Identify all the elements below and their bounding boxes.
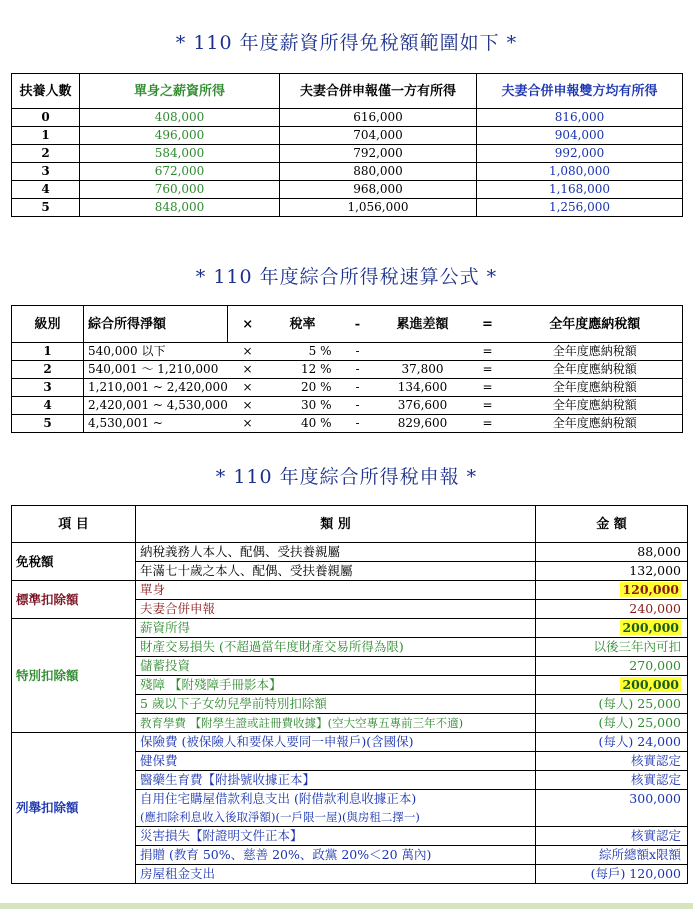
cell-joint-both: 1,168,000	[477, 181, 683, 199]
cell-progressive-diff: 37,800	[378, 361, 468, 379]
cell-rate: 20 %	[268, 379, 338, 397]
cell-amount: 核實認定	[536, 752, 688, 771]
cell-amount: 240,000	[536, 600, 688, 619]
cell-rate: 40 %	[268, 415, 338, 433]
cell-net-income: 540,001 ～ 1,210,000	[84, 361, 228, 379]
header-joint-one-income: 夫妻合併申報僅一方有所得	[280, 74, 477, 109]
page-bottom-edge	[0, 903, 693, 909]
table-row	[12, 379, 683, 397]
cell-amount: (每人) 24,000	[536, 733, 688, 752]
header-annual-tax: 全年度應納稅額	[508, 306, 683, 343]
cell-joint-both: 1,256,000	[477, 199, 683, 217]
cell-minus: -	[338, 379, 378, 397]
cell-category: 5 歲以下子女幼兒學前特別扣除額	[136, 695, 536, 714]
header-progressive-diff: 累進差額	[378, 306, 468, 343]
cell-net-income: 2,420,001 ~ 4,530,000	[84, 397, 228, 415]
cell-annual-tax: 全年度應納稅額	[508, 343, 683, 361]
cell-progressive-diff	[378, 343, 468, 361]
cell-joint-one: 792,000	[280, 145, 477, 163]
cell-dependents: 3	[12, 163, 80, 181]
table-row	[12, 163, 683, 181]
cell-single: 672,000	[80, 163, 280, 181]
table-row	[12, 361, 683, 379]
cell-category: 殘障 【附殘障手冊影本】	[136, 676, 536, 695]
cell-times: ×	[228, 415, 268, 433]
cell-amount	[536, 808, 688, 827]
cell-category: (應扣除利息收入後取淨額)(一戶限一屋)(與房租二擇一)	[136, 808, 536, 827]
table-row	[12, 181, 683, 199]
table-row	[12, 415, 683, 433]
cell-annual-tax: 全年度應納稅額	[508, 379, 683, 397]
cell-category: 納稅義務人本人、配偶、受扶養親屬	[136, 543, 536, 562]
cell-equals: =	[468, 361, 508, 379]
cell-category: 薪資所得	[136, 619, 536, 638]
cell-level: 2	[12, 361, 84, 379]
table-row	[12, 127, 683, 145]
cell-amount: 核實認定	[536, 771, 688, 790]
category-standard-deduction: 標準扣除額	[12, 581, 136, 619]
cell-minus: -	[338, 361, 378, 379]
cell-amount-highlight: 200,000	[622, 620, 679, 635]
table-row	[12, 109, 683, 127]
cell-progressive-diff: 376,600	[378, 397, 468, 415]
cell-equals: =	[468, 397, 508, 415]
cell-joint-both: 904,000	[477, 127, 683, 145]
cell-dependents: 5	[12, 199, 80, 217]
cell-rate: 5 %	[268, 343, 338, 361]
cell-times: ×	[228, 379, 268, 397]
cell-dependents: 2	[12, 145, 80, 163]
cell-category: 健保費	[136, 752, 536, 771]
cell-progressive-diff: 134,600	[378, 379, 468, 397]
cell-amount: 綜所總額x限額	[536, 846, 688, 865]
tax-filing-table	[11, 505, 688, 884]
header-equals: =	[468, 306, 508, 343]
table-header-row	[12, 306, 683, 343]
cell-minus: -	[338, 415, 378, 433]
cell-category: 單身	[136, 581, 536, 600]
title-exemption-range: * 110 年度薪資所得免稅額範圍如下 *	[175, 32, 518, 54]
cell-amount: (每戶) 120,000	[536, 865, 688, 884]
header-rate: 稅率	[268, 306, 338, 343]
cell-minus: -	[338, 343, 378, 361]
cell-rate: 30 %	[268, 397, 338, 415]
cell-minus: -	[338, 397, 378, 415]
table-row	[12, 543, 688, 562]
category-special-deduction: 特別扣除額	[12, 619, 136, 733]
cell-net-income: 1,210,001 ~ 2,420,000	[84, 379, 228, 397]
cell-joint-one: 616,000	[280, 109, 477, 127]
cell-level: 1	[12, 343, 84, 361]
cell-single: 848,000	[80, 199, 280, 217]
cell-times: ×	[228, 361, 268, 379]
cell-joint-both: 1,080,000	[477, 163, 683, 181]
table-row	[12, 343, 683, 361]
cell-level: 5	[12, 415, 84, 433]
cell-single: 760,000	[80, 181, 280, 199]
cell-amount: 核實認定	[536, 827, 688, 846]
table-row	[12, 581, 688, 600]
cell-category: 保險費 (被保險人和要保人要同一申報戶)(含國保)	[136, 733, 536, 752]
cell-amount: (每人) 25,000	[536, 714, 688, 733]
cell-annual-tax: 全年度應納稅額	[508, 361, 683, 379]
cell-category: 夫妻合併申報	[136, 600, 536, 619]
cell-annual-tax: 全年度應納稅額	[508, 397, 683, 415]
cell-dependents: 4	[12, 181, 80, 199]
cell-single: 496,000	[80, 127, 280, 145]
cell-category: 教育學費 【附學生證或註冊費收據】(空大空專五專前三年不適)	[136, 714, 536, 733]
cell-amount: 300,000	[536, 790, 688, 809]
header-times: ×	[228, 306, 268, 343]
cell-level: 4	[12, 397, 84, 415]
cell-amount: 132,000	[536, 562, 688, 581]
cell-single: 408,000	[80, 109, 280, 127]
cell-category: 醫藥生育費【附掛號收據正本】	[136, 771, 536, 790]
cell-joint-one: 880,000	[280, 163, 477, 181]
cell-joint-one: 968,000	[280, 181, 477, 199]
category-itemized-deduction: 列舉扣除額	[12, 733, 136, 884]
cell-category: 儲蓄投資	[136, 657, 536, 676]
header-amount: 金 額	[536, 506, 688, 543]
header-net-income: 綜合所得淨額	[84, 306, 228, 343]
cell-category: 年滿七十歲之本人、配偶、受扶養親屬	[136, 562, 536, 581]
header-level: 級別	[12, 306, 84, 343]
cell-annual-tax: 全年度應納稅額	[508, 415, 683, 433]
salary-exemption-table	[11, 73, 683, 217]
table-header-row	[12, 506, 688, 543]
cell-category: 財產交易損失 (不超過當年度財產交易所得為限)	[136, 638, 536, 657]
table-header-row	[12, 74, 683, 109]
header-category: 類 別	[136, 506, 536, 543]
table-row	[12, 199, 683, 217]
cell-dependents: 0	[12, 109, 80, 127]
cell-times: ×	[228, 343, 268, 361]
tax-formula-table	[11, 305, 683, 433]
cell-single: 584,000	[80, 145, 280, 163]
cell-joint-both: 992,000	[477, 145, 683, 163]
cell-equals: =	[468, 415, 508, 433]
header-item: 項 目	[12, 506, 136, 543]
cell-net-income: 4,530,001 ~	[84, 415, 228, 433]
cell-category: 自用住宅購屋借款利息支出 (附借款利息收據正本)	[136, 790, 536, 809]
title-tax-filing: * 110 年度綜合所得稅申報 *	[215, 466, 478, 488]
cell-joint-one: 1,056,000	[280, 199, 477, 217]
cell-joint-one: 704,000	[280, 127, 477, 145]
table-row	[12, 397, 683, 415]
cell-category: 房屋租金支出	[136, 865, 536, 884]
header-dependents: 扶養人數	[12, 74, 80, 109]
cell-joint-both: 816,000	[477, 109, 683, 127]
cell-dependents: 1	[12, 127, 80, 145]
cell-amount: 88,000	[536, 543, 688, 562]
cell-net-income: 540,000 以下	[84, 343, 228, 361]
header-minus: -	[338, 306, 378, 343]
cell-amount-highlight: 200,000	[622, 677, 679, 692]
header-joint-both-income: 夫妻合併申報雙方均有所得	[477, 74, 683, 109]
cell-category: 捐贈 (教育 50%、慈善 20%、政黨 20%＜20 萬內)	[136, 846, 536, 865]
table-row	[12, 145, 683, 163]
cell-amount: 以後三年內可扣	[536, 638, 688, 657]
cell-amount: 270,000	[536, 657, 688, 676]
cell-equals: =	[468, 379, 508, 397]
table-row	[12, 619, 688, 638]
cell-amount: (每人) 25,000	[536, 695, 688, 714]
cell-equals: =	[468, 343, 508, 361]
cell-times: ×	[228, 397, 268, 415]
table-row	[12, 733, 688, 752]
cell-progressive-diff: 829,600	[378, 415, 468, 433]
category-exemption: 免稅額	[12, 543, 136, 581]
cell-amount-highlight: 120,000	[622, 582, 679, 597]
cell-level: 3	[12, 379, 84, 397]
header-single: 單身之薪資所得	[80, 74, 280, 109]
cell-rate: 12 %	[268, 361, 338, 379]
cell-category: 災害損失【附證明文件正本】	[136, 827, 536, 846]
title-tax-formula: * 110 年度綜合所得稅速算公式 *	[195, 266, 498, 288]
